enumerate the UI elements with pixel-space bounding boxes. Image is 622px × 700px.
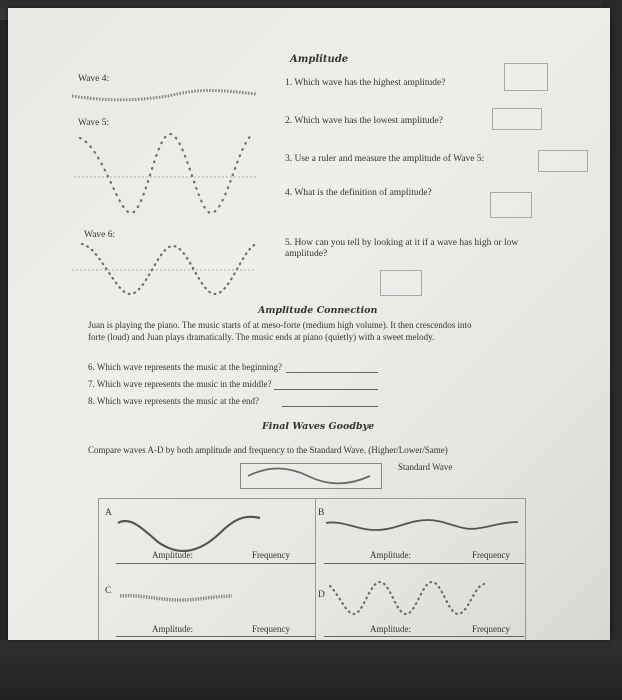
question-2: 2. Which wave has the lowest amplitude? [285, 116, 443, 126]
answer-box-3[interactable] [538, 150, 588, 172]
answer-line-8[interactable] [282, 406, 378, 407]
panel-b-answer-line[interactable] [324, 563, 524, 564]
panel-d-letter: D [318, 590, 325, 600]
panel-d-answer-line[interactable] [324, 636, 524, 637]
worksheet-page [8, 8, 610, 640]
panel-c-amplitude-label: Amplitude: [152, 624, 193, 634]
panel-c-frequency-label: Frequency [252, 624, 290, 634]
panel-b-letter: B [318, 508, 325, 518]
page-title: Amplitude [290, 54, 349, 65]
final-instructions: Compare waves A-D by both amplitude and frequency to the Standard Wave. (Higher/Lower/Same) [88, 445, 448, 455]
wave-4-line [72, 91, 256, 100]
wave-5-line [80, 134, 253, 213]
answer-box-4[interactable] [490, 192, 532, 218]
comparison-grid [98, 498, 526, 640]
panel-c-letter: C [105, 586, 112, 596]
panel-d-frequency-label: Frequency [472, 624, 510, 634]
panel-b-frequency-label: Frequency [472, 550, 510, 560]
question-4: 4. What is the definition of amplitude? [285, 188, 432, 198]
question-3: 3. Use a ruler and measure the amplitude of Wave 5: [285, 154, 485, 164]
question-6: 6. Which wave represents the music at the beginning? [88, 362, 283, 372]
question-8: 8. Which wave represents the music at the end? [88, 396, 260, 406]
standard-wave-label: Standard Wave [398, 462, 453, 472]
question-7: 7. Which wave represents the music in the middle? [88, 379, 272, 389]
wave-4-label: Wave 4: [78, 74, 110, 84]
panel-c-answer-line[interactable] [116, 636, 316, 637]
background-bottom [0, 640, 622, 700]
standard-wave-box [240, 463, 382, 489]
panel-a-amplitude-label: Amplitude: [152, 550, 193, 560]
panel-a-letter: A [105, 508, 112, 518]
panel-a-answer-line[interactable] [116, 563, 316, 564]
panel-a-frequency-label: Frequency [252, 550, 290, 560]
wave-6-label: Wave 6: [84, 230, 116, 240]
connection-paragraph-line-2: forte (loud) and Juan plays dramatically. The music ends at piano (quietly) with a sweet melody. [88, 332, 435, 342]
wave-5-label: Wave 5: [78, 118, 110, 128]
answer-line-7[interactable] [274, 389, 378, 390]
panel-b-amplitude-label: Amplitude: [370, 550, 411, 560]
answer-box-5[interactable] [380, 270, 422, 296]
answer-box-2[interactable] [492, 108, 542, 130]
question-1: 1. Which wave has the highest amplitude? [285, 78, 446, 88]
panel-d-amplitude-label: Amplitude: [370, 624, 411, 634]
connection-title: Amplitude Connection [258, 305, 378, 316]
comparison-grid-divider [315, 498, 316, 640]
answer-line-6[interactable] [286, 372, 378, 373]
final-title: Final Waves Goodbye [262, 421, 375, 432]
wave-6-line [82, 244, 256, 294]
answer-box-1[interactable] [504, 63, 548, 91]
connection-paragraph-line-1: Juan is playing the piano. The music starts of at meso-forte (medium high volume). It then crescendos into [88, 320, 472, 330]
question-5: 5. How can you tell by looking at it if a wave has high or low amplitude? [285, 238, 519, 259]
